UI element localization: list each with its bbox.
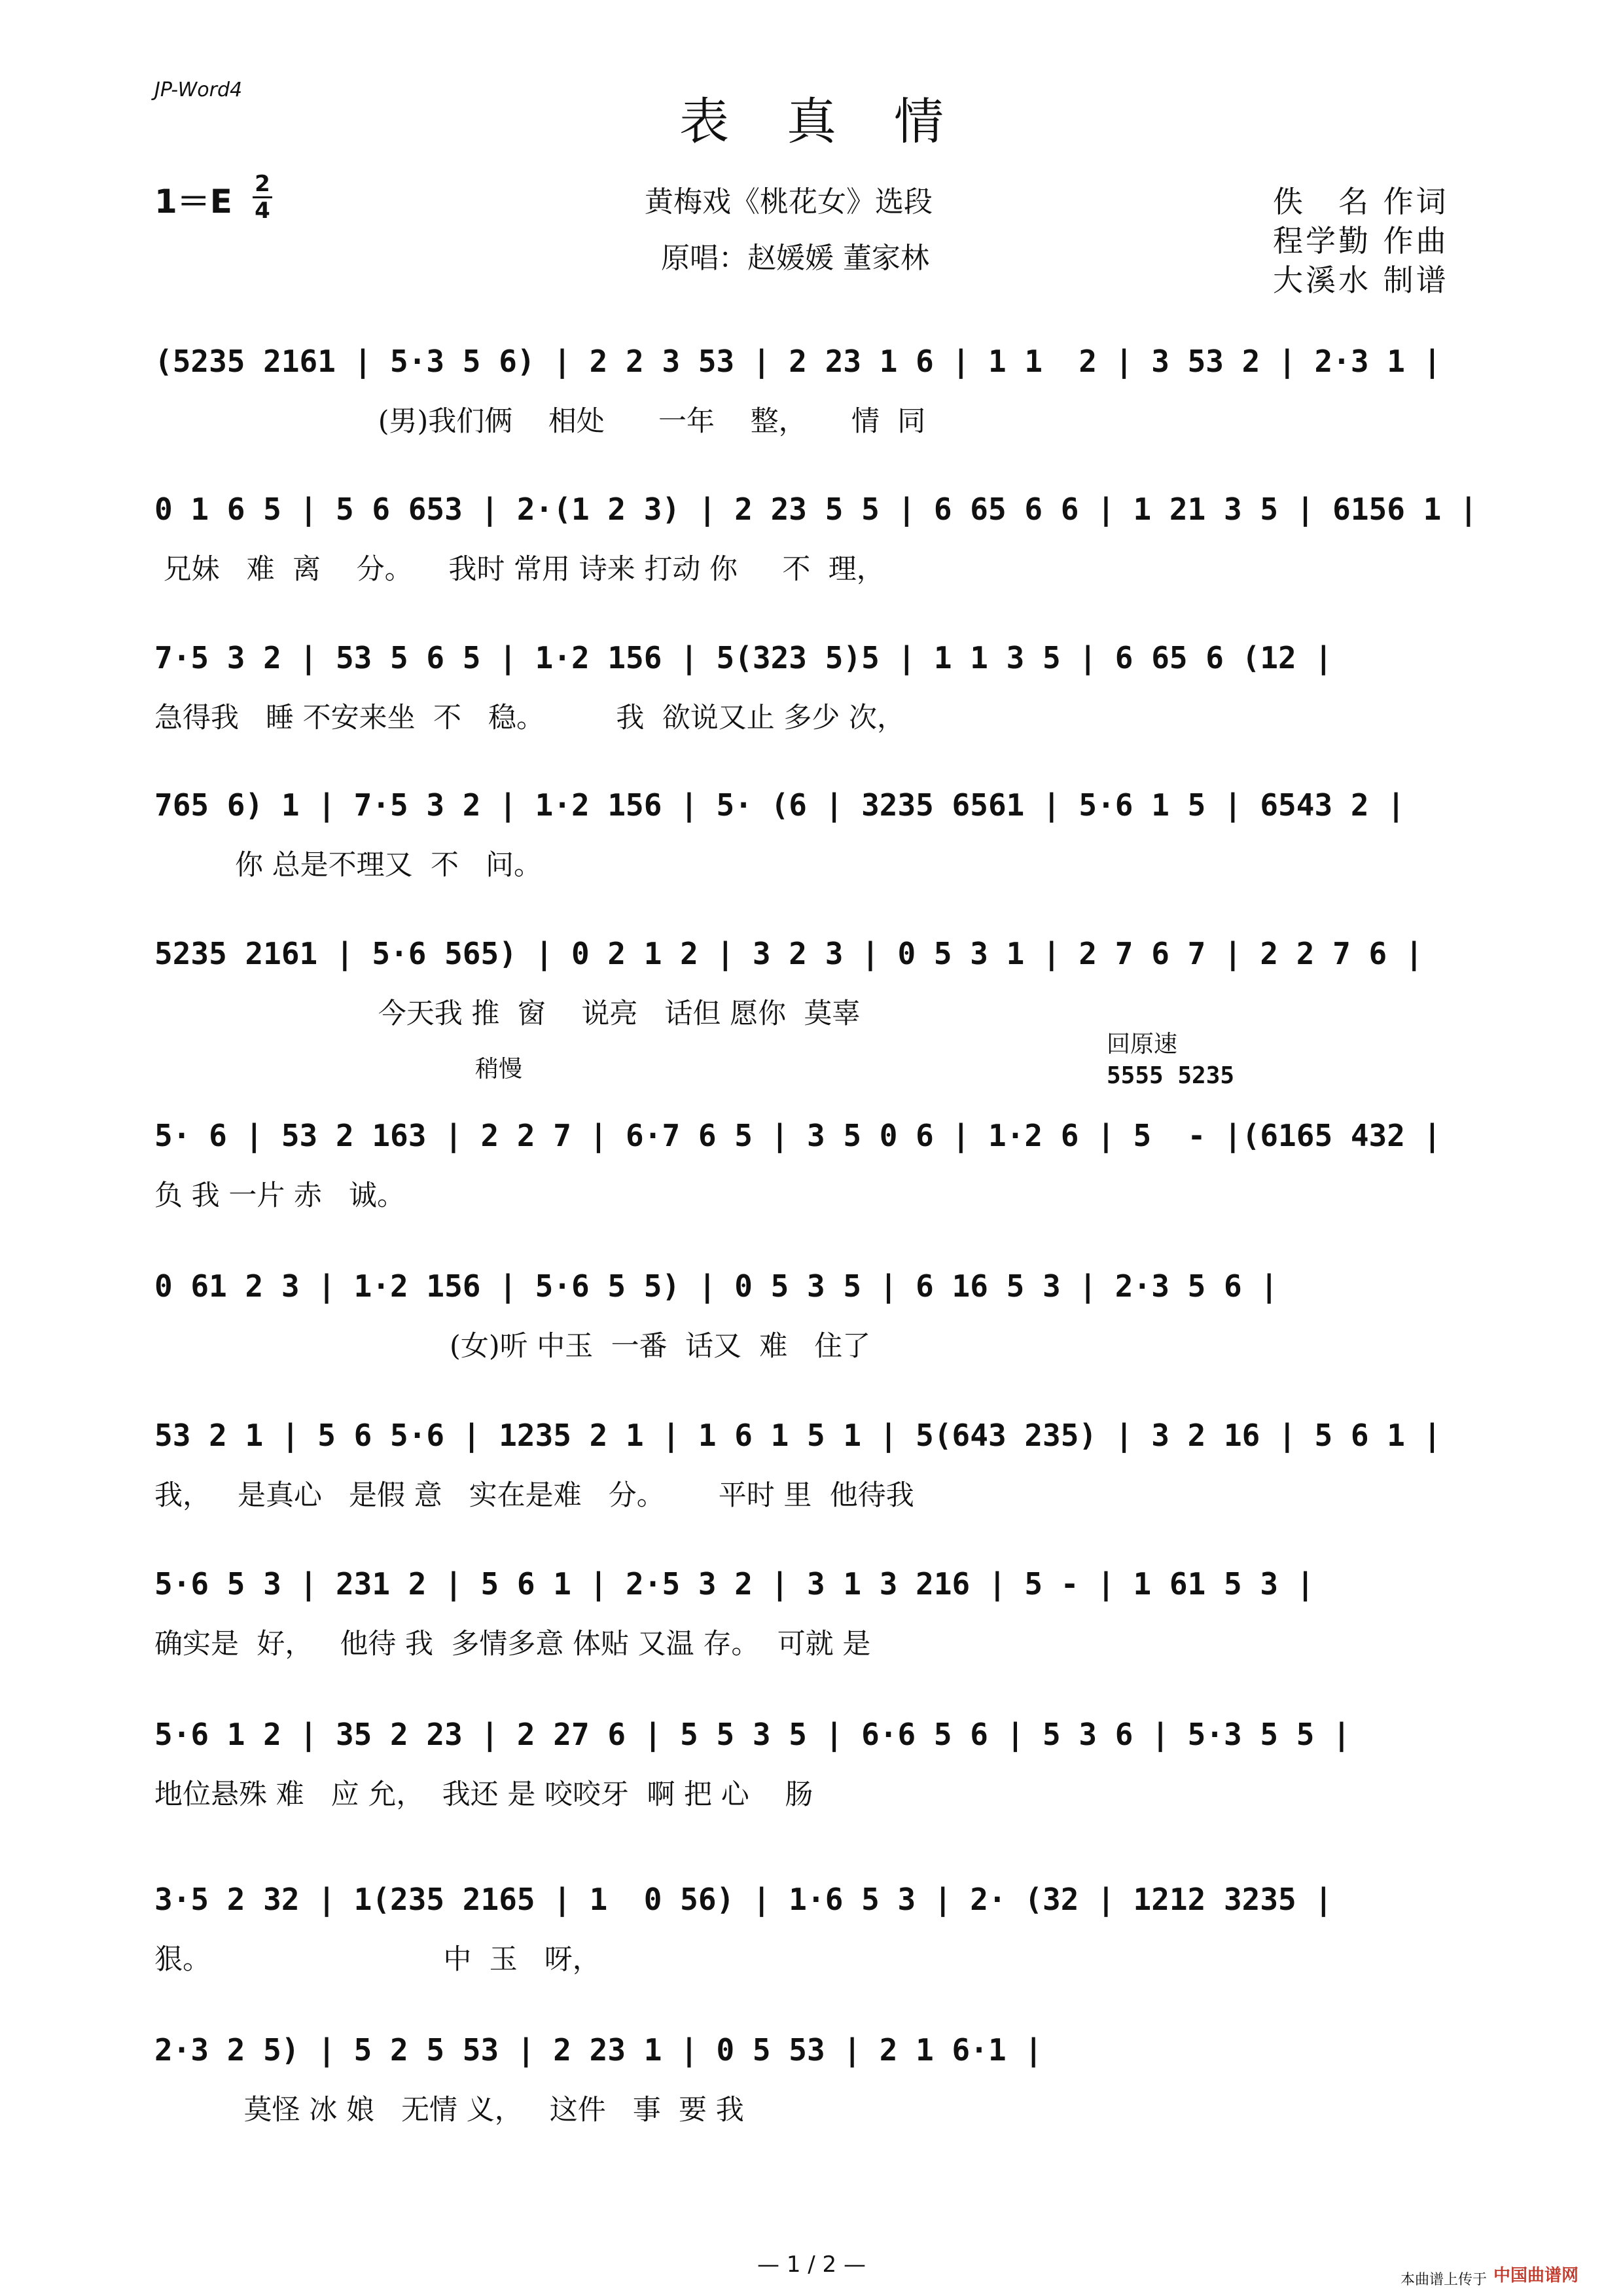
upload-note: 本曲谱上传于 bbox=[1400, 2272, 1488, 2288]
lyrics-line: 地位悬殊 难 应 允， 我还 是 咬咬牙 啊 把 心 肠 bbox=[154, 1778, 813, 1811]
tempo-marking-original: 回原速 bbox=[1107, 1031, 1178, 1058]
score-title: 表真情 bbox=[679, 92, 1001, 151]
lyrics-line: 急得我 睡 不安来坐 不 稳。 我 欲说又止 多少 次， bbox=[154, 702, 906, 734]
notation-line: 53 2 1 | 5 6 5·6 | 1235 2 1 | 1 6 1 5 1 | 5(643 235) | 3 2 16 | 5 6 1 | bbox=[154, 1418, 1442, 1453]
notation-line: 5· 6 | 53 2 163 | 2 2 7 | 6·7 6 5 | 3 5 0 6 | 1·2 6 | 5 - |(6165 432 | bbox=[154, 1118, 1442, 1153]
lyricist-credit: 佚 名 作词 bbox=[1273, 184, 1449, 219]
notation-line: 0 61 2 3 | 1·2 156 | 5·6 5 5) | 0 5 3 5 | 6 16 5 3 | 2·3 5 6 | bbox=[154, 1268, 1279, 1304]
notation-line: 5·6 5 3 | 231 2 | 5 6 1 | 2·5 3 2 | 3 1 3 216 | 5 - | 1 61 5 3 | bbox=[154, 1566, 1315, 1602]
lyrics-line: 你 总是不理又 不 问。 bbox=[154, 849, 543, 882]
composer-credit: 程学勤 作曲 bbox=[1273, 223, 1449, 259]
lyrics-line: 我， 是真心 是假 意 实在是难 分。 平时 里 他待我 bbox=[154, 1479, 914, 1512]
notation-line: 5235 2161 | 5·6 565) | 0 2 1 2 | 3 2 3 | 0 5 3 1 | 2 7 6 7 | 2 2 7 6 | bbox=[154, 936, 1423, 971]
notation-line: 0 1 6 5 | 5 6 653 | 2·(1 2 3) | 2 23 5 5 | 6 65 6 6 | 1 21 3 5 | 6156 1 | bbox=[154, 492, 1478, 527]
notation-line: 3·5 2 32 | 1(235 2165 | 1 0 56) | 1·6 5 3 | 2· (32 | 1212 3235 | bbox=[154, 1882, 1333, 1917]
lyrics-line: 狠。 中 玉 呀， bbox=[154, 1943, 601, 1976]
key-signature: 1＝E bbox=[154, 183, 232, 221]
lyrics-line: (男)我们俩 相处 一年 整， 情 同 bbox=[154, 405, 926, 438]
ossia-notes: 5555 5235 bbox=[1107, 1062, 1235, 1089]
engraver-credit: 大溪水 制谱 bbox=[1273, 262, 1449, 298]
time-signature bbox=[253, 171, 272, 223]
lyrics-line: 莫怪 冰 娘 无情 义， 这件 事 要 我 bbox=[154, 2094, 744, 2126]
notation-line: 2·3 2 5) | 5 2 5 53 | 2 23 1 | 0 5 53 | 2 1 6·1 | bbox=[154, 2032, 1043, 2068]
notation-line: 5·6 1 2 | 35 2 23 | 2 27 6 | 5 5 3 5 | 6·6 5 6 | 5 3 6 | 5·3 5 5 | bbox=[154, 1717, 1351, 1752]
lyrics-line: 兄妹 难 离 分。 我时 常用 诗来 打动 你 不 理， bbox=[154, 553, 885, 586]
notation-line: 7·5 3 2 | 53 5 6 5 | 1·2 156 | 5(323 5)5 | 1 1 3 5 | 6 65 6 (12 | bbox=[154, 640, 1333, 675]
time-signature-bottom: 4 bbox=[255, 198, 270, 224]
time-signature-top: 2 bbox=[255, 171, 270, 197]
lyrics-line: 负 我 一片 赤 诚。 bbox=[154, 1179, 406, 1212]
lyrics-line: 确实是 好， 他待 我 多情多意 体贴 又温 存。 可就 是 bbox=[154, 1628, 871, 1660]
lyrics-line: (女)听 中玉 一番 话又 难 住了 bbox=[154, 1330, 871, 1363]
opera-source: 黄梅戏《桃花女》选段 bbox=[645, 185, 933, 219]
software-tag: JP-Word4 bbox=[154, 79, 243, 101]
original-singers: 原唱：赵媛媛 董家林 bbox=[661, 242, 929, 275]
page-number: — 1 / 2 — bbox=[757, 2251, 866, 2278]
lyrics-line: 今天我 推 窗 说亮 话但 愿你 莫辜 bbox=[154, 997, 861, 1030]
notation-line: 765 6) 1 | 7·5 3 2 | 1·2 156 | 5· (6 | 3235 6561 | 5·6 1 5 | 6543 2 | bbox=[154, 787, 1405, 823]
notation-line: (5235 2161 | 5·3 5 6) | 2 2 3 53 | 2 23 1 6 | 1 1 2 | 3 53 2 | 2·3 1 | bbox=[154, 344, 1442, 379]
tempo-marking-slower: 稍慢 bbox=[475, 1056, 523, 1083]
site-logo: 中国曲谱网 bbox=[1493, 2266, 1579, 2286]
